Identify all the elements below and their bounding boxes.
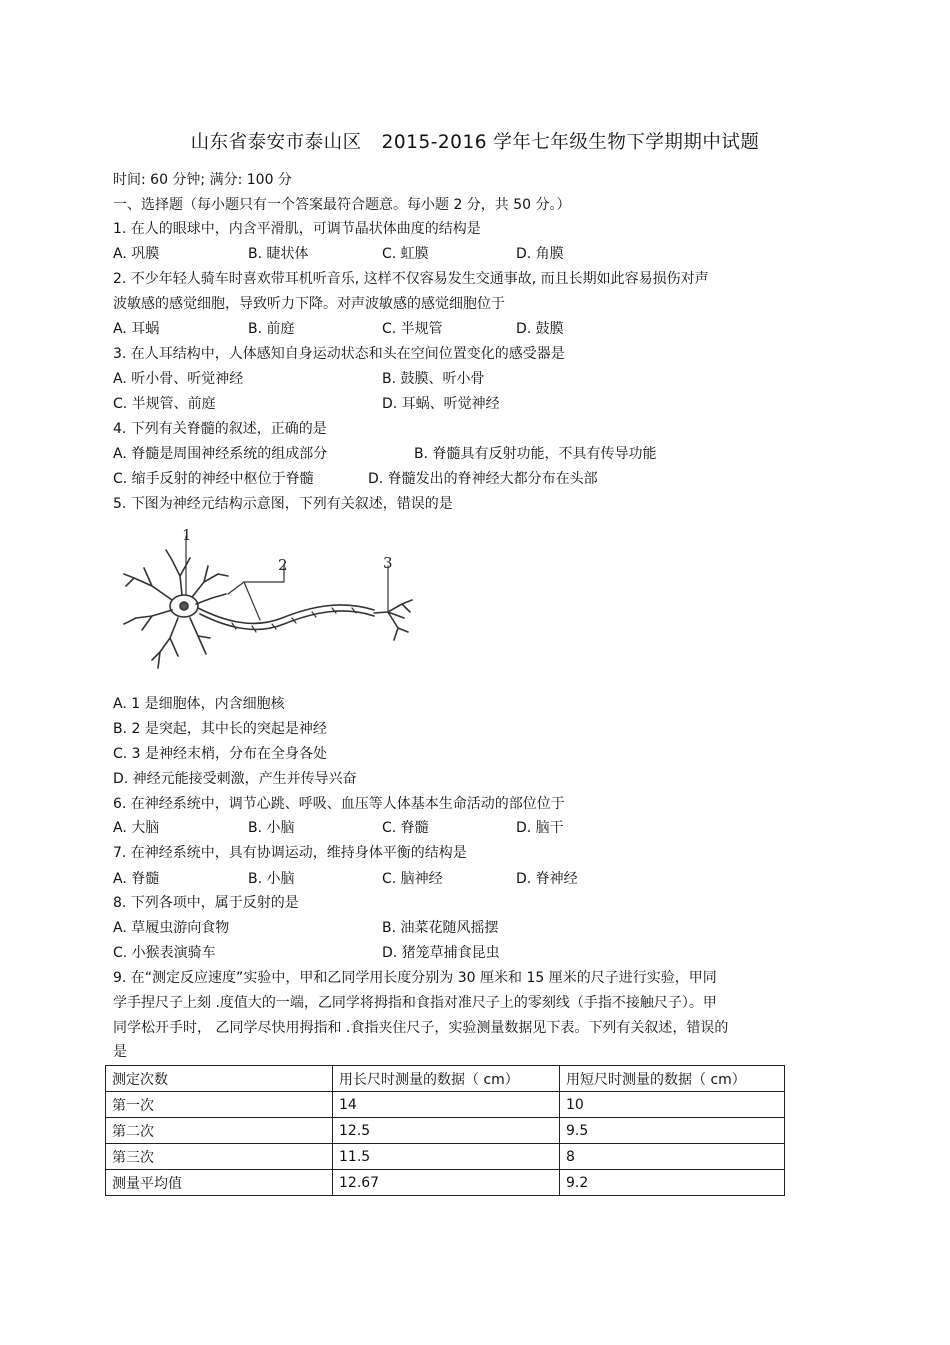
table-row	[106, 1092, 785, 1118]
exam-meta: 时间: 60 分钟; 满分: 100 分	[113, 172, 292, 188]
table-cell: 测量平均值	[106, 1170, 333, 1196]
question-4-stem: 4. 下列有关脊髓的叙述，正确的是	[113, 421, 327, 437]
q5-option-d: D. 神经元能接受刺激，产生并传导兴奋	[113, 771, 357, 787]
q2-option-a: A. 耳蜗	[113, 321, 160, 337]
q7-option-d: D. 脊神经	[516, 871, 578, 887]
q5-option-a: A. 1 是细胞体，内含细胞核	[113, 696, 285, 712]
table-row	[106, 1118, 785, 1144]
data-table	[105, 1065, 785, 1196]
q6-option-a: A. 大脑	[113, 820, 160, 836]
question-8-stem: 8. 下列各项中，属于反射的是	[113, 895, 299, 911]
q6-option-b: B. 小脑	[248, 820, 295, 836]
q3-option-a: A. 听小骨、听觉神经	[113, 371, 244, 387]
question-7-stem: 7. 在神经系统中，具有协调运动，维持身体平衡的结构是	[113, 845, 467, 861]
question-2-stem-cont: 波敏感的感觉细胞，导致听力下降。对声波敏感的感觉细胞位于	[113, 296, 505, 312]
question-5-stem: 5. 下图为神经元结构示意图，下列有关叙述，错误的是	[113, 496, 453, 512]
question-9-stem-cont-1: 学手捏尺子上刻 .度值大的一端，乙同学将拇指和食指对准尺子上的零刻线（手指不接触尺子）。甲	[113, 995, 717, 1011]
q7-option-c: C. 脑神经	[382, 871, 443, 887]
table-row	[106, 1144, 785, 1170]
table-header: 用长尺时测量的数据（ cm）	[333, 1066, 560, 1092]
q1-option-c: C. 虹膜	[382, 246, 429, 262]
q4-option-a: A. 脊髓是周围神经系统的组成部分	[113, 446, 328, 462]
q8-option-a: A. 草履虫游向食物	[113, 920, 230, 936]
q8-option-b: B. 油菜花随风摇摆	[382, 920, 499, 936]
table-cell: 9.2	[560, 1170, 785, 1196]
neuron-label-3: 3	[383, 554, 393, 572]
table-header: 用短尺时测量的数据（ cm）	[560, 1066, 785, 1092]
table-cell: 12.5	[333, 1118, 560, 1144]
neuron-label-1: 1	[182, 528, 192, 544]
table-row	[106, 1170, 785, 1196]
q8-option-d: D. 猪笼草捕食昆虫	[382, 945, 500, 961]
q1-option-a: A. 巩膜	[113, 246, 160, 262]
table-cell: 第一次	[106, 1092, 333, 1118]
title-region: 山东省泰安市泰山区	[190, 132, 362, 153]
q1-option-b: B. 睫状体	[248, 246, 309, 262]
question-9-stem-cont-2: 同学松开手时， 乙同学尽快用拇指和 .食指夹住尺子，实验测量数据见下表。下列有关叙述，错误的	[113, 1020, 729, 1036]
question-2-stem: 2. 不少年轻人骑车时喜欢带耳机听音乐, 这样不仅容易发生交通事故, 而且长期如此容易损伤对声	[113, 271, 709, 287]
q4-option-b: B. 脊髓具有反射功能，不具有传导功能	[414, 446, 657, 462]
question-9-stem-cont-3: 是	[113, 1044, 127, 1060]
table-cell: 10	[560, 1092, 785, 1118]
table-header: 测定次数	[106, 1066, 333, 1092]
q5-option-b: B. 2 是突起，其中长的突起是神经	[113, 721, 327, 737]
q7-option-b: B. 小脑	[248, 871, 295, 887]
question-9-stem: 9. 在“测定反应速度”实验中，甲和乙同学用长度分别为 30 厘米和 15 厘米的尺子进行实验，甲同	[113, 970, 717, 986]
neuron-label-2: 2	[278, 556, 288, 574]
q8-option-c: C. 小猴表演骑车	[113, 945, 216, 961]
title-subject: 2015-2016 学年七年级生物下学期期中试题	[381, 132, 760, 153]
question-1-stem: 1. 在人的眼球中，内含平滑肌，可调节晶状体曲度的结构是	[113, 221, 481, 237]
q4-option-c: C. 缩手反射的神经中枢位于脊髓	[113, 471, 314, 487]
q4-option-d: D. 脊髓发出的脊神经大都分布在头部	[368, 471, 598, 487]
table-cell: 11.5	[333, 1144, 560, 1170]
q1-option-d: D. 角膜	[516, 246, 564, 262]
q7-option-a: A. 脊髓	[113, 871, 160, 887]
table-header-row	[106, 1066, 785, 1092]
q3-option-c: C. 半规管、前庭	[113, 396, 216, 412]
q2-option-b: B. 前庭	[248, 321, 295, 337]
table-cell: 9.5	[560, 1118, 785, 1144]
table-cell: 14	[333, 1092, 560, 1118]
q3-option-b: B. 鼓膜、听小骨	[382, 371, 485, 387]
q2-option-d: D. 鼓膜	[516, 321, 564, 337]
table-cell: 8	[560, 1144, 785, 1170]
q2-option-c: C. 半规管	[382, 321, 443, 337]
q6-option-c: C. 脊髓	[382, 820, 429, 836]
page-title	[0, 128, 950, 154]
question-3-stem: 3. 在人耳结构中，人体感知自身运动状态和头在空间位置变化的感受器是	[113, 346, 565, 362]
table-cell: 第二次	[106, 1118, 333, 1144]
q5-option-c: C. 3 是神经末梢，分布在全身各处	[113, 746, 328, 762]
table-cell: 12.67	[333, 1170, 560, 1196]
question-6-stem: 6. 在神经系统中，调节心跳、呼吸、血压等人体基本生命活动的部位位于	[113, 796, 565, 812]
q3-option-d: D. 耳蜗、听觉神经	[382, 396, 500, 412]
section-heading: 一、选择题（每小题只有一个答案最符合题意。每小题 2 分，共 50 分。）	[113, 197, 571, 213]
neuron-diagram	[112, 528, 422, 693]
table-cell: 第三次	[106, 1144, 333, 1170]
q6-option-d: D. 脑干	[516, 820, 564, 836]
